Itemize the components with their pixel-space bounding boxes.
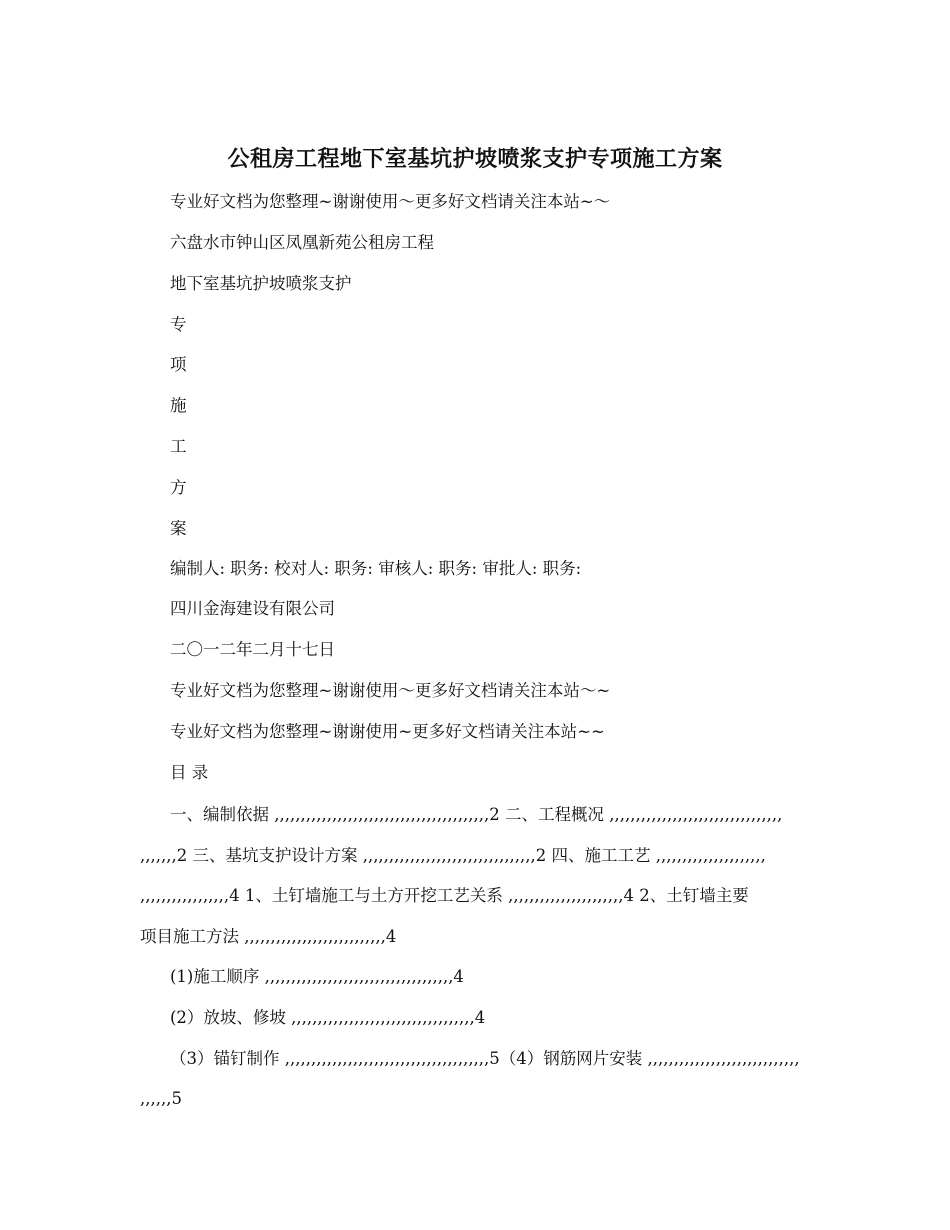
header-note-line: 专业好文档为您整理~谢谢使用～更多好文档请关注本站~～ bbox=[170, 192, 611, 211]
toc-line: ,,,,,,5 bbox=[140, 1089, 182, 1108]
company-name-line: 四川金海建设有限公司 bbox=[170, 599, 335, 618]
toc-line: 一、编制依据 ,,,,,,,,,,,,,,,,,,,,,,,,,,,,,,,,,,,,,,,,,2 二、工程概况 ,,,,,,,,,,,,,,,,,,,,,,,,,,,,,,,,, bbox=[170, 805, 783, 824]
toc-line: ,,,,,,,,,,,,,,,,,4 1、土钉墙施工与土方开挖工艺关系 ,,,,,,,,,,,,,,,,,,,,,,4 2、土钉墙主要 bbox=[140, 886, 749, 905]
date-line: 二〇一二年二月十七日 bbox=[170, 640, 335, 659]
vertical-title-char: 案 bbox=[170, 519, 187, 538]
vertical-title-char: 方 bbox=[170, 478, 187, 497]
vertical-title-char: 施 bbox=[170, 396, 187, 415]
toc-line: (1)施工顺序 ,,,,,,,,,,,,,,,,,,,,,,,,,,,,,,,,,,,,4 bbox=[170, 967, 464, 986]
document-title: 公租房工程地下室基坑护坡喷浆支护专项施工方案 bbox=[227, 146, 723, 172]
vertical-title-char: 专 bbox=[170, 315, 187, 334]
header-note-line: 专业好文档为您整理~谢谢使用~更多好文档请关注本站~~ bbox=[170, 722, 605, 741]
toc-line: （3）锚钉制作 ,,,,,,,,,,,,,,,,,,,,,,,,,,,,,,,,,,,,,,,5（4）钢筋网片安装 ,,,,,,,,,,,,,,,,,,,,,,,,,,,,, bbox=[170, 1049, 800, 1068]
project-subject-line: 地下室基坑护坡喷浆支护 bbox=[170, 274, 352, 293]
toc-line: ,,,,,,,2 三、基坑支护设计方案 ,,,,,,,,,,,,,,,,,,,,,,,,,,,,,,,,,2 四、施工工艺 ,,,,,,,,,,,,,,,,,,,,, bbox=[140, 846, 766, 865]
project-name-line: 六盘水市钟山区凤凰新苑公租房工程 bbox=[170, 233, 434, 252]
vertical-title-char: 项 bbox=[170, 355, 187, 374]
vertical-title-char: 工 bbox=[170, 437, 187, 456]
signature-roles-line: 编制人: 职务: 校对人: 职务: 审核人: 职务: 审批人: 职务: bbox=[170, 559, 582, 578]
toc-line: 项目施工方法 ,,,,,,,,,,,,,,,,,,,,,,,,,,,4 bbox=[140, 927, 397, 946]
toc-heading: 目 录 bbox=[170, 763, 209, 782]
toc-line: (2）放坡、修坡 ,,,,,,,,,,,,,,,,,,,,,,,,,,,,,,,,,,,4 bbox=[170, 1008, 486, 1027]
header-note-line: 专业好文档为您整理~谢谢使用～更多好文档请关注本站～~ bbox=[170, 681, 611, 700]
